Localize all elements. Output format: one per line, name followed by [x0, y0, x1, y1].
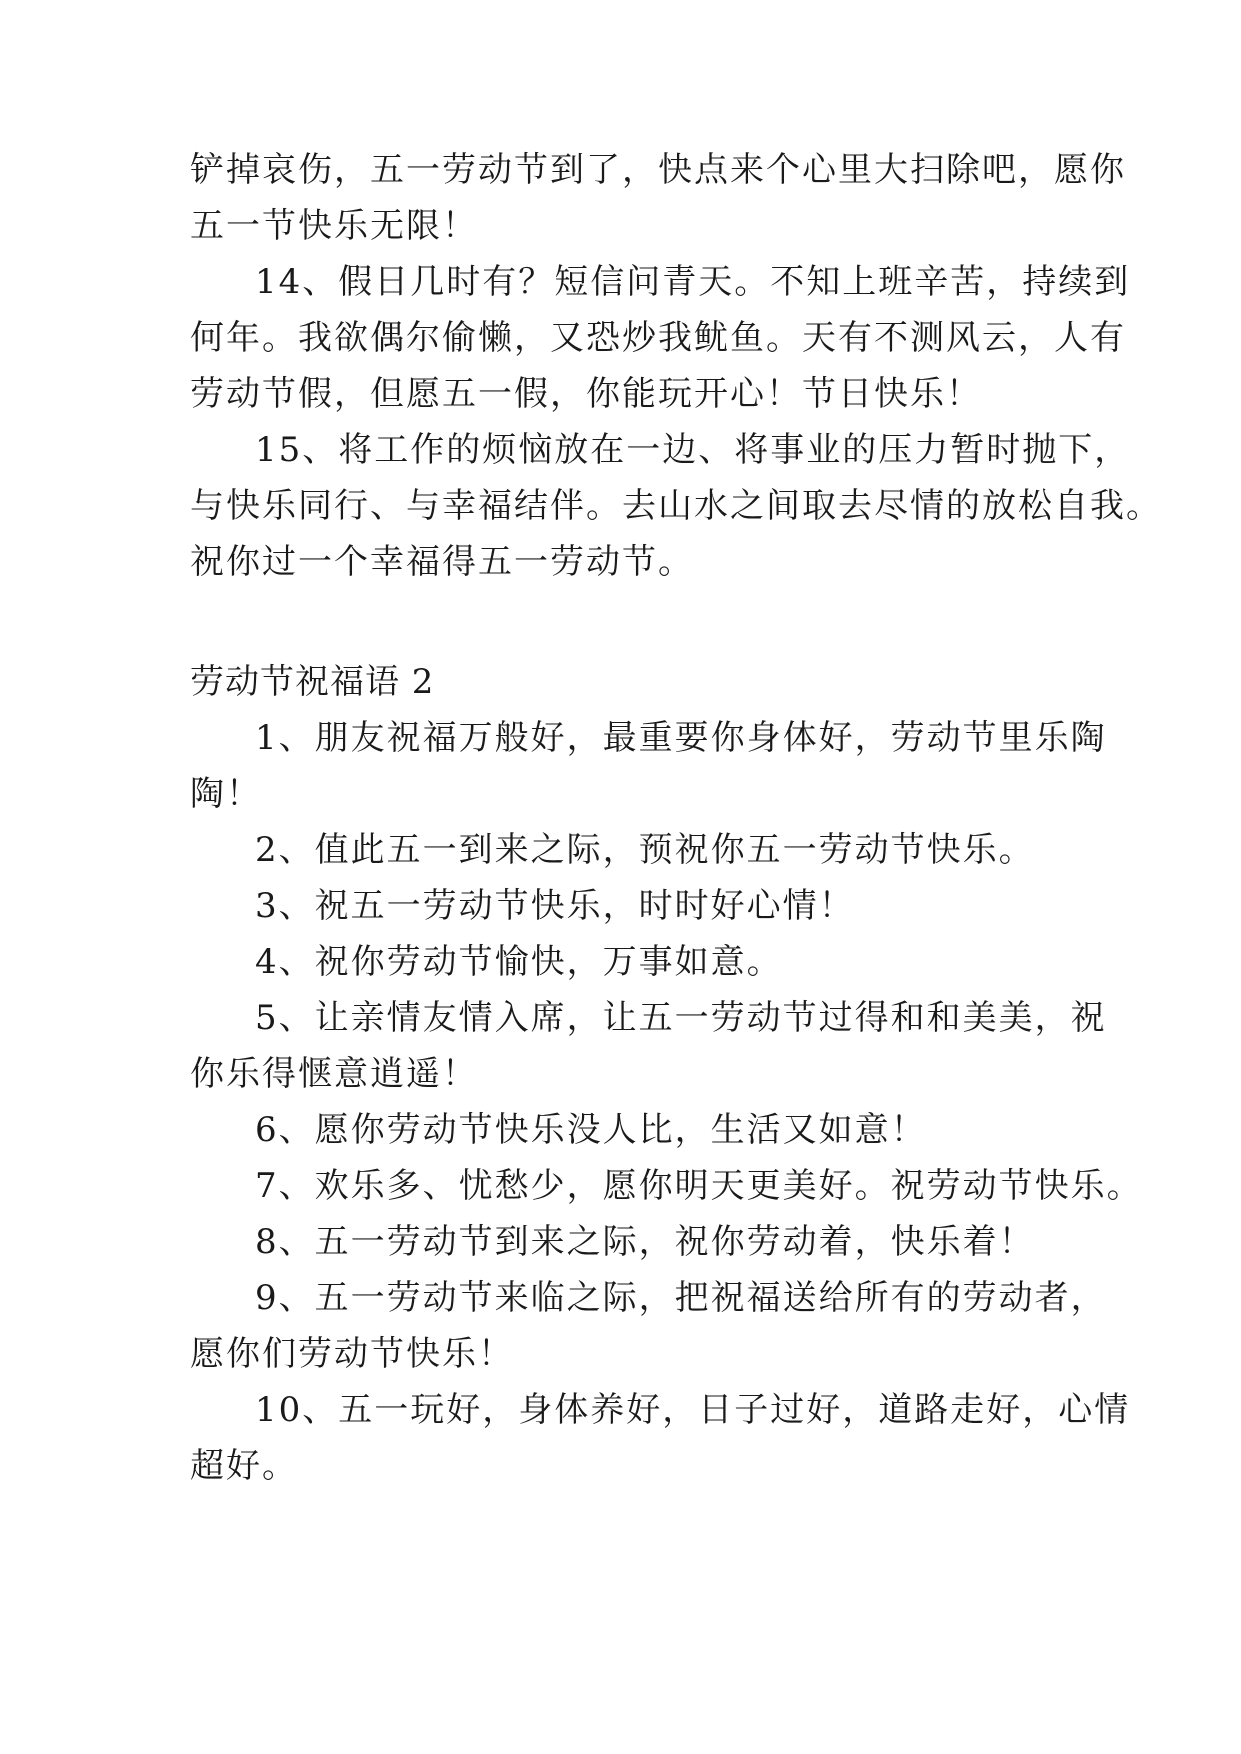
paragraph-line: 与快乐同行、与幸福结伴。去山水之间取去尽情的放松自我。	[190, 486, 1162, 526]
list-item: 2、值此五一到来之际，预祝你五一劳动节快乐。	[255, 830, 1035, 870]
list-item: 3、祝五一劳动节快乐，时时好心情！	[255, 886, 855, 926]
section-title: 劳动节祝福语 2	[190, 662, 435, 702]
list-item: 5、让亲情友情入席，让五一劳动节过得和和美美，祝	[255, 998, 1107, 1038]
list-item: 6、愿你劳动节快乐没人比，生活又如意！	[255, 1110, 927, 1150]
list-item: 1、朋友祝福万般好，最重要你身体好，劳动节里乐陶	[255, 718, 1107, 758]
list-item: 7、欢乐多、忧愁少，愿你明天更美好。祝劳动节快乐。	[255, 1166, 1143, 1206]
paragraph-line: 劳动节假，但愿五一假，你能玩开心！节日快乐！	[190, 374, 982, 414]
list-item-continuation: 你乐得惬意逍遥！	[190, 1054, 478, 1094]
paragraph-line: 祝你过一个幸福得五一劳动节。	[190, 542, 694, 582]
paragraph-line: 铲掉哀伤，五一劳动节到了，快点来个心里大扫除吧，愿你	[190, 150, 1126, 190]
paragraph-line: 何年。我欲偶尔偷懒，又恐炒我鱿鱼。天有不测风云，人有	[190, 318, 1126, 358]
list-item: 10、五一玩好，身体养好，日子过好，道路走好，心情	[255, 1390, 1131, 1430]
list-item: 4、祝你劳动节愉快，万事如意。	[255, 942, 783, 982]
list-item-15: 15、将工作的烦恼放在一边、将事业的压力暂时抛下，	[255, 430, 1131, 470]
list-item: 8、五一劳动节到来之际，祝你劳动着，快乐着！	[255, 1222, 1035, 1262]
list-item-continuation: 陶！	[190, 774, 262, 814]
paragraph-line: 五一节快乐无限！	[190, 206, 478, 246]
list-item-continuation: 超好。	[190, 1446, 298, 1486]
list-item: 9、五一劳动节来临之际，把祝福送给所有的劳动者，	[255, 1278, 1107, 1318]
list-item-14: 14、假日几时有？短信问青天。不知上班辛苦，持续到	[255, 262, 1131, 302]
list-item-continuation: 愿你们劳动节快乐！	[190, 1334, 514, 1374]
